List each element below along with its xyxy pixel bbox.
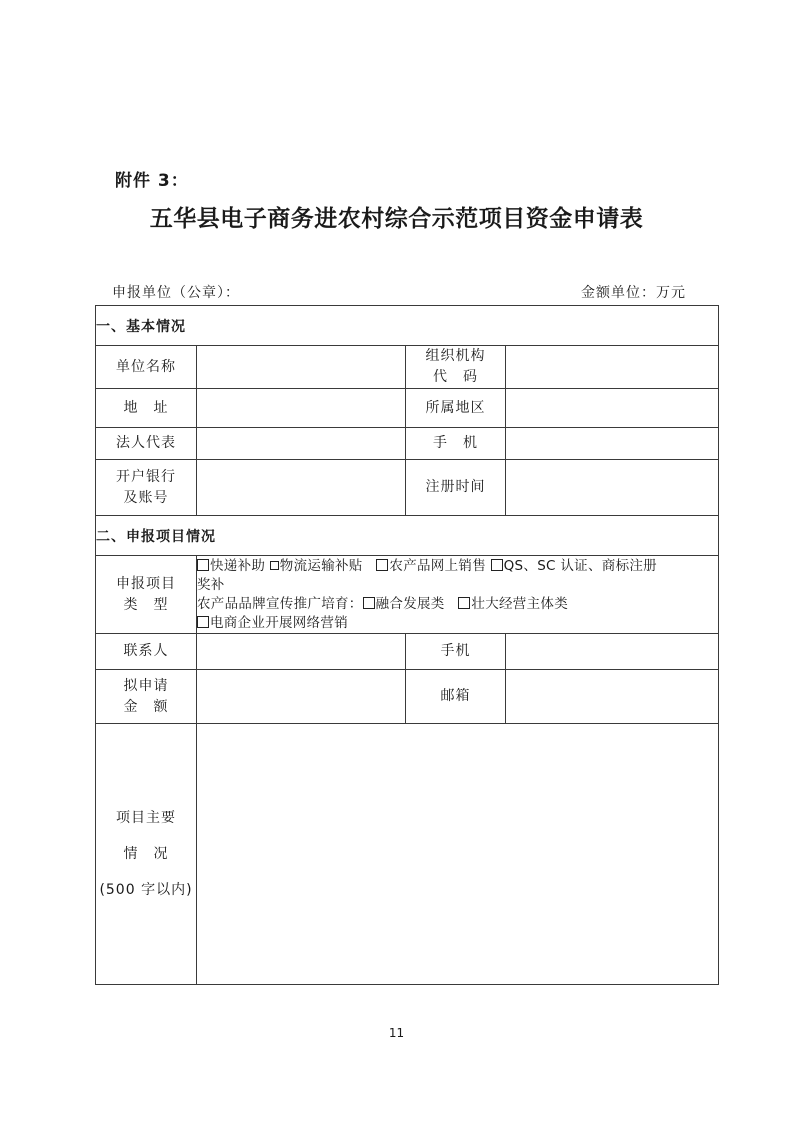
online-sales-checkbox[interactable] [376,559,388,571]
express-option-label: 快递补助 [210,557,266,574]
contact-label: 联系人 [96,634,197,670]
project-type-label-line1: 申报项目 [116,575,176,592]
project-type-label-line2: 类 型 [123,596,169,613]
cert-checkbox[interactable] [491,559,503,571]
contact-mobile-field[interactable] [506,634,719,670]
amount-label-line2: 金 额 [123,698,169,715]
bank-field[interactable] [197,460,406,516]
org-code-field[interactable] [506,346,719,389]
options-line-4 [197,614,718,633]
amount-field[interactable] [197,670,406,724]
address-label: 地 址 [96,389,197,428]
bank-label-line2: 及账号 [123,489,169,506]
bank-row [96,460,719,516]
logistics-checkbox[interactable] [270,561,279,570]
form-title: 五华县电子商务进农村综合示范项目资金申请表 [149,205,644,232]
project-type-row [96,556,719,634]
contact-field[interactable] [197,634,406,670]
amount-label-line1: 拟申请 [123,677,169,694]
legal-rep-field[interactable] [197,428,406,460]
org-code-label-line1: 组织机构 [425,348,486,364]
project-type-options [197,556,719,634]
address-field[interactable] [197,389,406,428]
online-sales-option-label: 农产品网上销售 [389,557,486,574]
mobile-label: 手 机 [406,428,506,460]
page-number: 11 [388,1026,405,1040]
section1-header-row [96,306,719,346]
express-checkbox[interactable] [197,559,209,571]
applicant-seal-label: 申报单位（公章）： [112,285,240,301]
mobile-field[interactable] [506,428,719,460]
options-line-1 [197,557,718,576]
address-row [96,389,719,428]
bank-label-line1: 开户银行 [116,468,176,485]
amount-row [96,670,719,724]
section2-header-row [96,516,719,556]
fusion-checkbox[interactable] [363,597,375,609]
cert-option-label-tail: 奖补 [197,576,225,593]
bank-label [96,460,197,516]
amount-unit-label: 金额单位：万元 [581,285,686,301]
brand-option-label: 农产品品牌宣传推广培育： [197,595,363,612]
email-label: 邮箱 [406,670,506,724]
ecom-checkbox[interactable] [197,616,209,628]
org-code-label [406,346,506,389]
reg-time-field[interactable] [506,460,719,516]
region-field[interactable] [506,389,719,428]
section1-heading: 一、基本情况 [96,306,719,346]
logistics-option-label: 物流运输补贴 [279,557,363,574]
options-line-2 [197,576,718,595]
region-label: 所属地区 [406,389,506,428]
cert-option-label: QS、SC 认证、商标注册 [503,557,657,574]
contact-mobile-label: 手机 [406,634,506,670]
description-field[interactable] [197,724,719,985]
email-field[interactable] [506,670,719,724]
unit-name-row [96,346,719,389]
description-label-line1: 项目主要 [116,810,176,826]
fusion-option-label: 融合发展类 [375,595,445,612]
application-form-table [95,305,719,985]
entity-checkbox[interactable] [458,597,470,609]
description-row [96,724,719,985]
unit-name-field[interactable] [197,346,406,389]
unit-name-label: 单位名称 [96,346,197,389]
options-line-3 [197,595,718,614]
project-type-label [96,556,197,634]
description-label-line3: (500 字以内) [99,882,193,898]
description-label-line2: 情 况 [123,846,169,862]
legal-rep-row [96,428,719,460]
legal-rep-label: 法人代表 [96,428,197,460]
ecom-option-label: 电商企业开展网络营销 [210,614,348,631]
entity-option-label: 壮大经营主体类 [471,595,568,612]
contact-row [96,634,719,670]
reg-time-label: 注册时间 [406,460,506,516]
amount-label [96,670,197,724]
section2-heading: 二、申报项目情况 [96,516,719,556]
org-code-label-line2: 代 码 [433,369,478,385]
attachment-label: 附件 3： [115,171,189,191]
description-label [96,724,197,985]
